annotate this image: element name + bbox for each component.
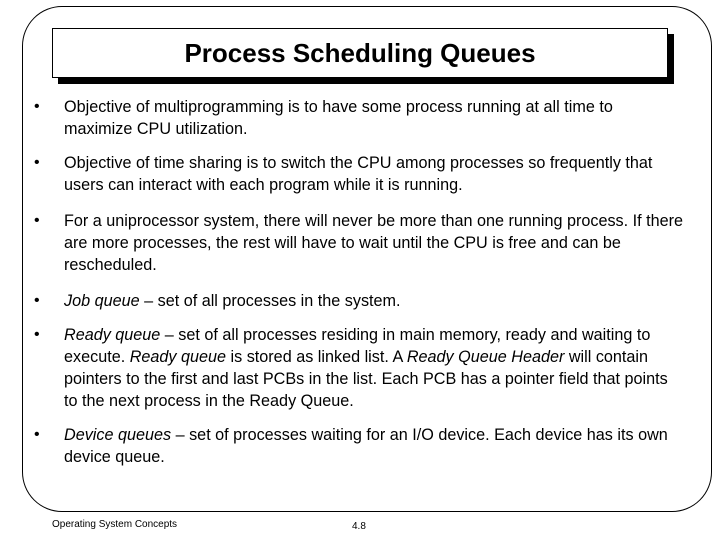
term-ready-queue-2: Ready queue	[129, 348, 227, 366]
page-number: 4.8	[352, 521, 366, 532]
bullet-item-device-queues	[34, 424, 684, 468]
bullet-item-multiprogramming	[34, 96, 684, 140]
bullet-list	[34, 96, 684, 468]
bullet-text: – set of all processes residing in main memory, ready and waiting to execute.	[64, 326, 651, 366]
bullet-icon: •	[34, 98, 40, 115]
bullet-item-ready-queue	[34, 324, 684, 412]
term-job-queue: Job queue	[64, 292, 140, 310]
bullet-item-uniprocessor	[34, 210, 684, 276]
bullet-item-job-queue	[34, 290, 684, 312]
bullet-text: is stored as linked list. A	[226, 348, 407, 366]
term-device-queues: Device queues	[64, 426, 172, 444]
term-ready-queue-header: Ready Queue Header	[406, 348, 565, 366]
bullet-text: For a uniprocessor system, there will never be more than one running process. If there are more processes, the rest will have to wait until the CPU is free and can be rescheduled.	[64, 212, 684, 274]
slide-title: Process Scheduling Queues	[184, 37, 536, 68]
bullet-icon: •	[34, 154, 40, 171]
bullet-icon: •	[34, 426, 40, 443]
bullet-text: Objective of time sharing is to switch the CPU among processes so frequently that users can interact with each program while it is running.	[64, 154, 653, 194]
footer-source: Operating System Concepts	[52, 519, 178, 530]
bullet-text: – set of processes waiting for an I/O device. Each device has its own device queue.	[64, 426, 668, 466]
bullet-text: – set of all processes in the system.	[139, 292, 401, 310]
bullet-icon: •	[34, 326, 40, 343]
bullet-icon: •	[34, 212, 40, 229]
bullet-item-time-sharing	[34, 152, 684, 196]
bullet-text: will contain pointers to the first and last PCBs in the list. Each PCB has a pointer field that points to the next process in the Ready Queue.	[64, 348, 668, 410]
bullet-text: Objective of multiprogramming is to have some process running at all time to maximize CPU utilization.	[64, 98, 613, 138]
bullet-icon: •	[34, 292, 40, 309]
title-box	[52, 28, 668, 78]
term-ready-queue: Ready queue	[64, 326, 161, 344]
